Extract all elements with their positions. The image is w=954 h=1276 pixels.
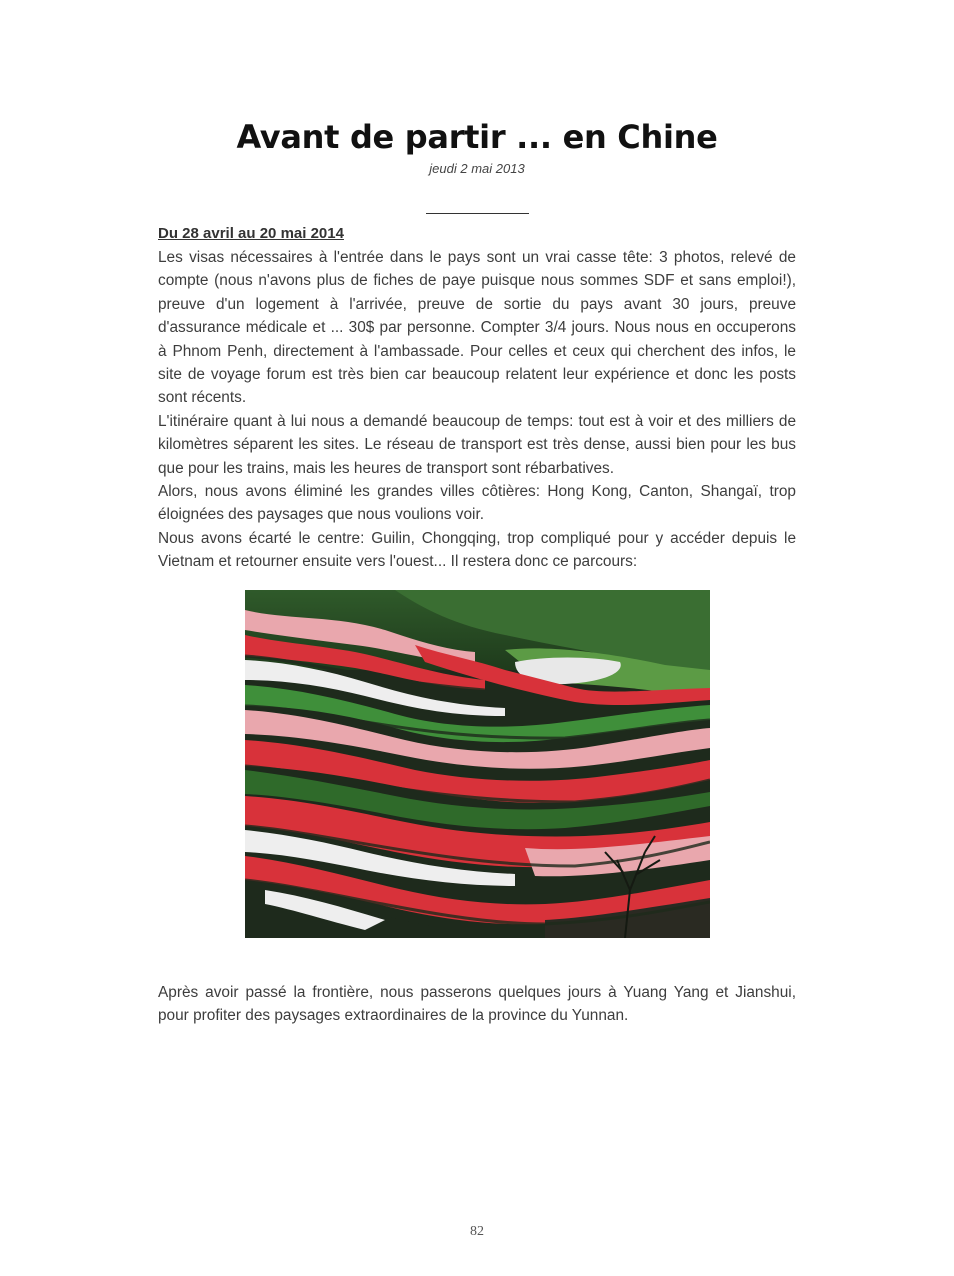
paragraph: Alors, nous avons éliminé les grandes villes côtières: Hong Kong, Canton, Shangaï, trop éloignées des paysages que nous voulions voir. xyxy=(158,483,796,524)
rice-terraces-illustration xyxy=(245,590,710,938)
paragraph: L'itinéraire quant à lui nous a demandé beaucoup de temps: tout est à voir et des milliers de kilomètres séparent les sites. Le réseau de transport est très dense, aussi bien pour les bus que pour les trains, mais les heures de transport sont rébarbatives. xyxy=(158,412,796,477)
page-title: Avant de partir ... en Chine xyxy=(236,118,718,156)
page-number: 82 xyxy=(470,1224,484,1239)
section-heading: Du 28 avril au 20 mai 2014 xyxy=(158,225,344,242)
closing-paragraph: Après avoir passé la frontière, nous passerons quelques jours à Yuang Yang et Jianshui, pour profiter des paysages extraordinaires de la province du Yunnan. xyxy=(158,984,796,1025)
rice-terraces-photo xyxy=(245,590,710,938)
post-date: jeudi 2 mai 2013 xyxy=(429,161,525,176)
paragraph: Nous avons écarté le centre: Guilin, Chongqing, trop compliqué pour y accéder depuis le Vietnam et retourner ensuite vers l'ouest... Il restera donc ce parcours: xyxy=(158,529,796,571)
paragraph: Les visas nécessaires à l'entrée dans le pays sont un vrai casse tête: 3 photos, relevé de compte (nous n'avons plus de fiches de paye puisque nous sommes SDF et sans emploi!), preuve d'un logement à l'arrivée, preuve de sortie du pays avant 30 jours, preuve d'assurance médicale et ... 30$ par personne. Compter 3/4 jours. Nous nous en occuperons à Phnom Penh, directement à l'ambassade. Pour celles et ceux qui cherchent des infos, le site de voyage forum est très bien car beaucoup relatent leur expérience et donc les posts sont récents. xyxy=(158,249,796,407)
intro-text xyxy=(158,246,796,574)
separator-rule xyxy=(426,213,529,214)
